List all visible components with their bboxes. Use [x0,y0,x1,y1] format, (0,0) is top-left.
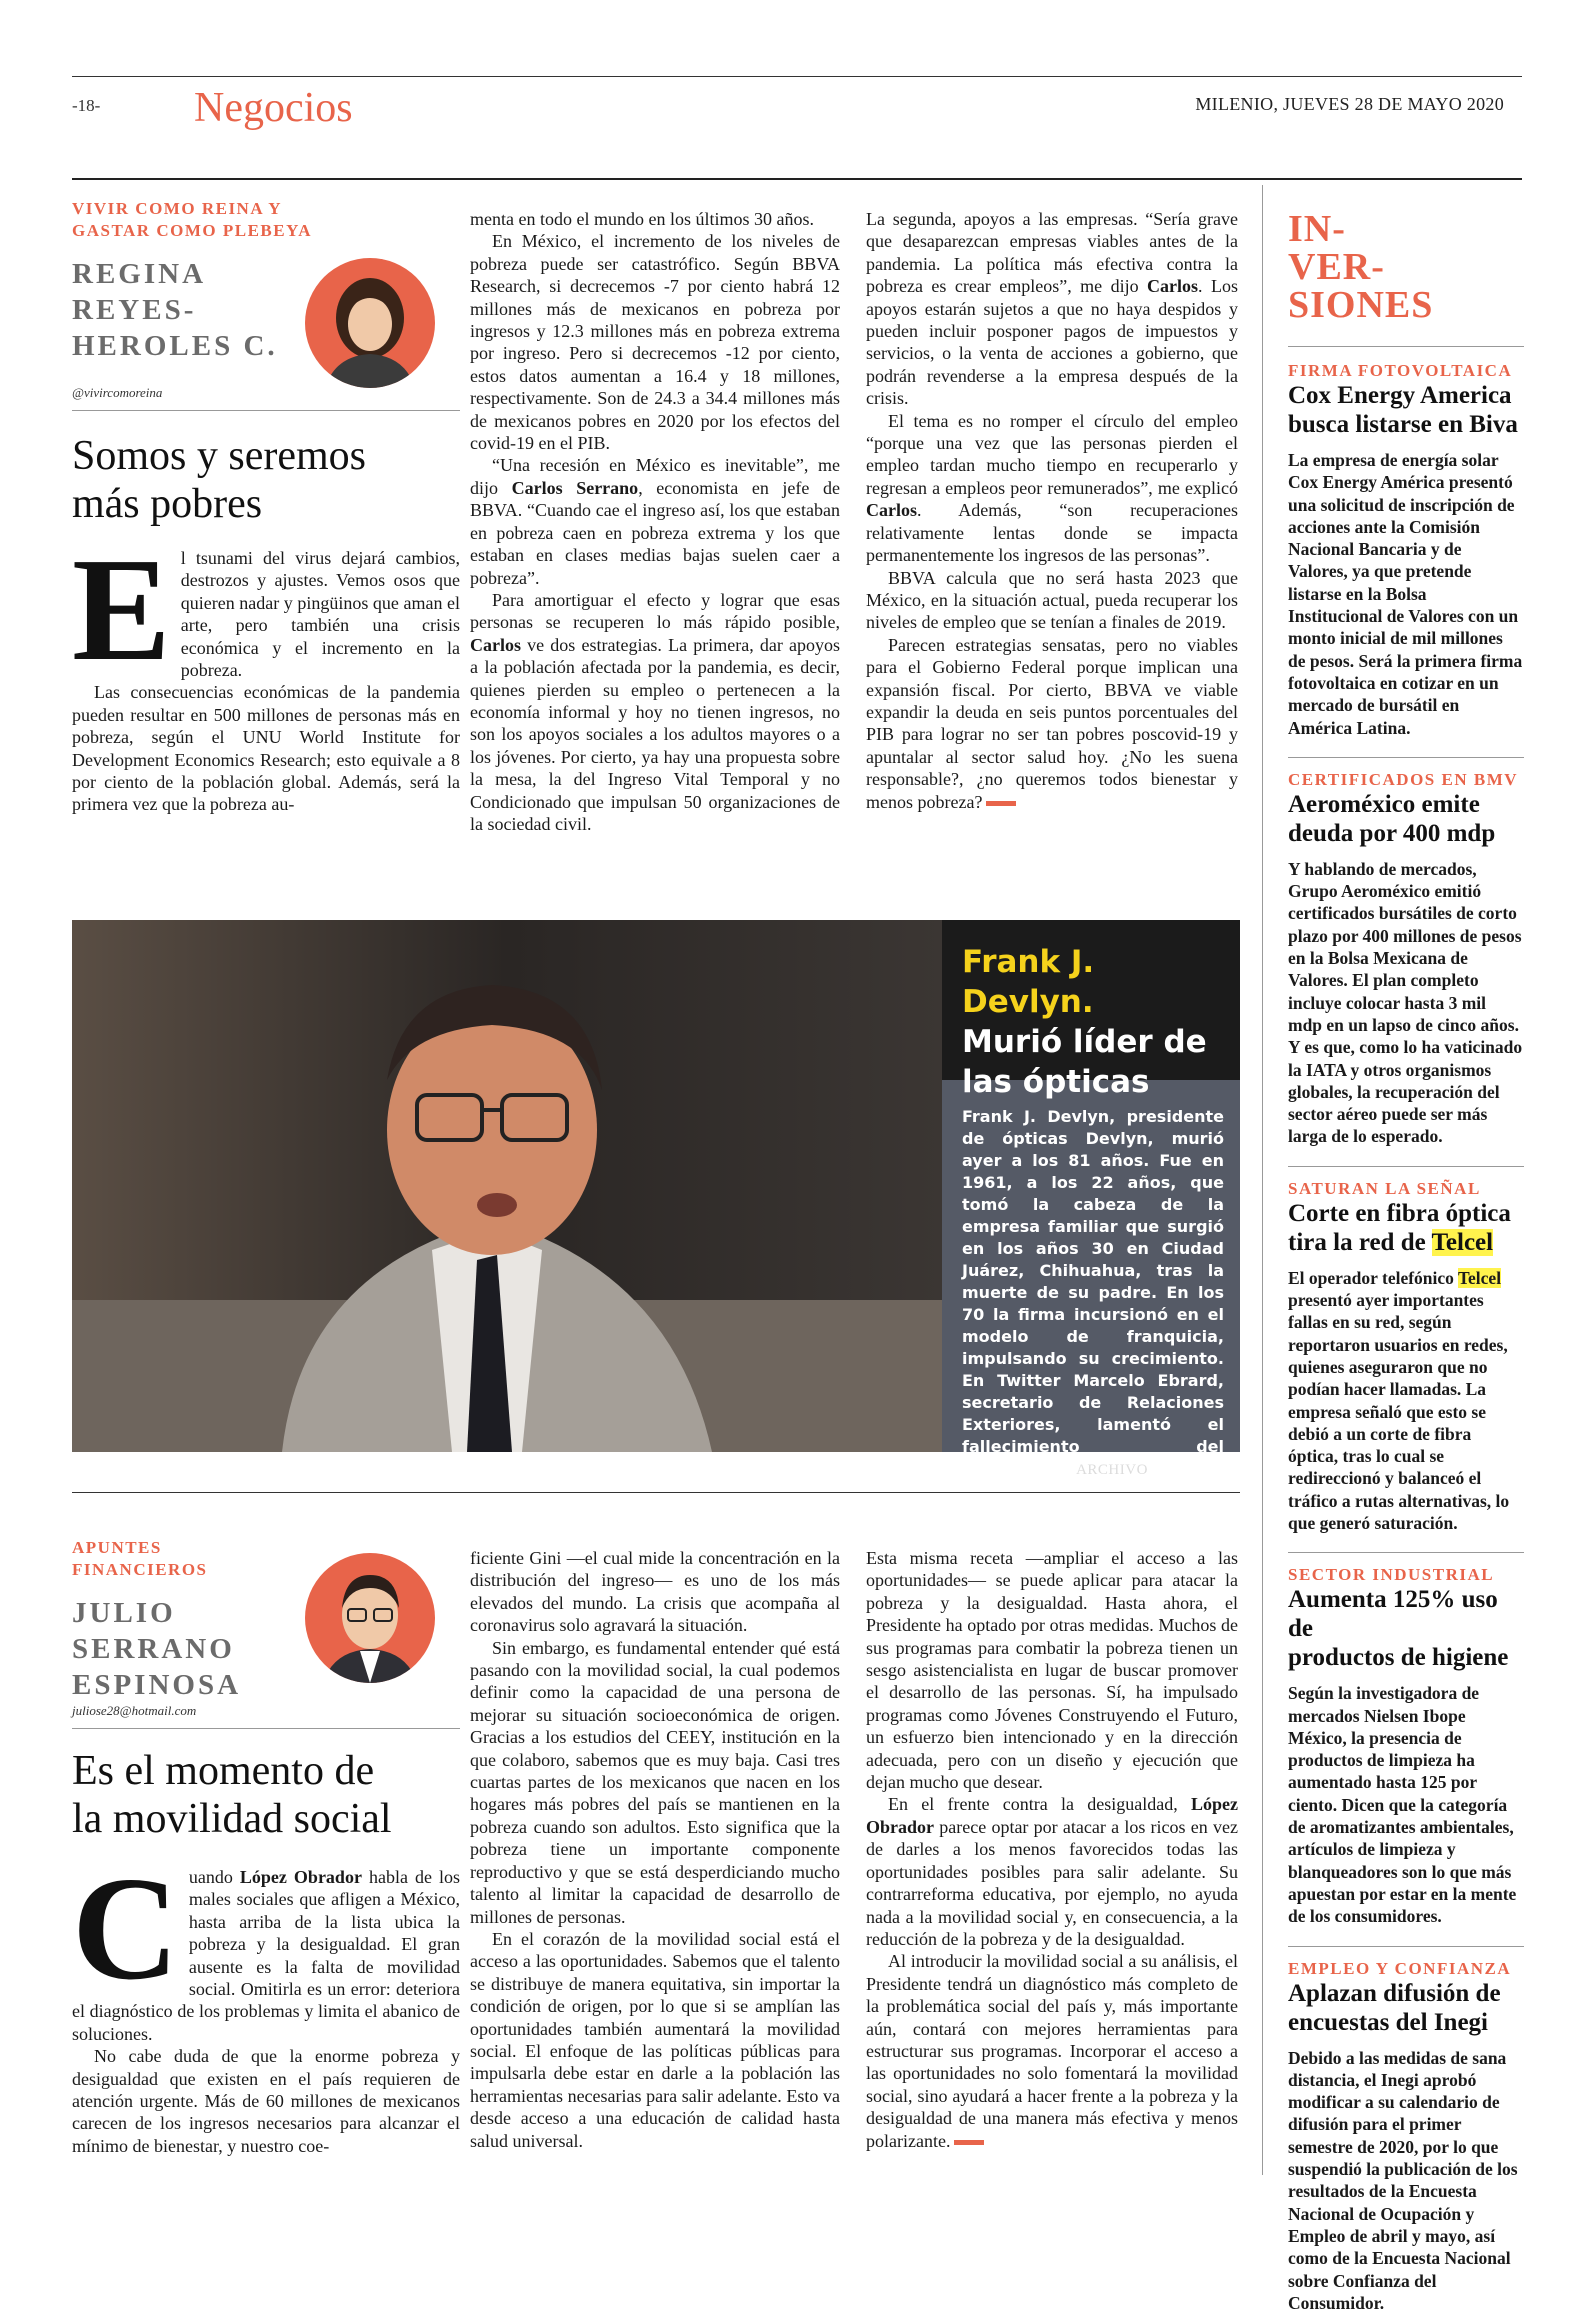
header-bottom-rule [72,178,1522,180]
article-body-col2: ficiente Gini —el cual mide la concentración en la distribución del ingreso— es uno de los más elevados del mundo. La crisis que acompaña al coronavirus solo agravará la situación. Sin embargo, es fundamental entender qué está pasando con la movilidad social, la cual podemos definir como la capacidad de una persona de mejorar su situación socioeconómica de origen. Gracias a los estudios del CEEY, institución en la que colaboro, sabemos que es muy baja. Casi tres cuartas partes de los mexicanos que nacen en los hogares más pobres del país se mantienen en la pobreza cuando son adultos. Esto significa que la pobreza tiene un importante componente reproductivo y que se está desperdiciando mucho talento al limitar la capacidad de desarrollo de millones de personas. En el corazón de la movilidad social está el acceso a las oportunidades. Sabemos que el talento se distribuye de manera equitativa, sin importar la condición de origen, por lo que si se amplían las oportunidades también aumentará la movilidad social. El enfoque de las políticas públicas para impulsarla debe estar en darle a la población las herramientas necesarias para salir adelante. Esto va desde acceso a una educación de calidad hasta salud universal. [470,1548,840,2151]
columnist-name: JULIO SERRANO ESPINOSA [72,1597,242,1701]
photo-frank-devlyn [72,920,942,1452]
page-number: -18- [72,96,101,115]
article-body-col2: menta en todo el mundo en los últimos 30 años. En México, el incremento de los niveles de pobreza puede ser catastrófico. Según BBVA Research, si decrecemos -7 por ciento habrá 12 millones más de mexicanos en pobreza por ingresos y 12.3 millones más en pobreza extrema por ingreso. Pero si decrecemos -12 por ciento, estos datos aumentan a 16.4 y 18 millones, respectivamente. Son de 24.3 a 34.4 millones más de mexicanos pobres en 2020 por los efectos del covid-19 en el PIB. “Una recesión en México es inevitable”, me dijo Carlos Serrano, economista en jefe de BBVA. “Cuando cae el ingreso así, los que estaban en pobreza caen en pobreza extrema y los que estaban en clases medias bajas suelen caer a pobreza”. Para amortiguar el efecto y lograr que esas personas se recuperen lo más rápido posible, Carlos ve dos estrategias. La primera, dar apoyos a la población afectada por la pandemia, es decir, quienes pierden su empleo o pertenecen a la economía informal y hoy no tienen ingresos, no son los apoyos sociales a los adultos mayores o a los jóvenes. Por cierto, ya hay una propuesta sobre la mesa, la del Ingreso Vital Temporal y no Condicionado que impulsan 50 organizaciones de la sociedad civil. [470,209,840,834]
end-mark [986,801,1016,806]
sidebar-title: IN- VER- SIONES [1288,208,1434,326]
sidebar-item [1288,1552,1524,1927]
end-mark [954,2140,984,2145]
columnist-handle: @vivircomoreina [72,385,163,400]
photo-caption-title: Frank J. Devlyn. Murió líder de las ópticas [962,942,1232,1102]
drop-cap: C [72,1847,179,2011]
item-headline: Cox Energy America busca listarse en Biva [1288,382,1518,438]
divider [72,1728,460,1729]
item-body: Debido a las medidas de sana distancia, el Inegi aprobó modificar a su calendario de difusión para el primer semestre de 2020, por lo que suspendió la publicación de los resultados de la Encuesta Nacional de Ocupación y Empleo de abril y mayo, así como de la Encuesta Nacional sobre Confianza del Consumidor. [1288,2047,1518,2313]
photo-caption-text: Frank J. Devlyn, presidente de ópticas Devlyn, murió ayer a los 81 años. Fue en 1961, a los 22 años, que tomó la cabeza de la empresa familiar que surgió en los años 30 en Ciudad Juárez, Chihuahua, tras la muerte de su padre. En los 70 la firma incursionó en el modelo de franquicia, impulsando su crecimiento. En Twitter Marcelo Ebrard, secretario de Relaciones Exteriores, lamentó el fallecimiento del empresario. ARCHIVO [962,1107,1224,1478]
item-body: El operador telefónico Telcel presentó ayer importantes fallas en su red, según reportaron usuarios en redes, quienes aseguraron que no podían hacer llamadas. La empresa señaló que esto se debió a un corte de fibra óptica, tras lo cual se redireccionó y balanceó el tráfico a rutas alternativas, lo que generó saturación. [1288,1267,1510,1533]
item-kicker: SATURAN LA SEÑAL [1288,1178,1481,1198]
columnist-handle: juliose28@hotmail.com [72,1703,197,1718]
columnist-name: REGINA REYES- HEROLES C. [72,258,278,362]
item-body: La empresa de energía solar Cox Energy América presentó una solicitud de inscripción de acciones ante la Comisión Nacional Bancaria y de Valores, ya que pretende listarse en la Bolsa Institucional de Valores con un monto inicial de mil millones de pesos. Será la primera firma fotovoltaica en cotizar en un mercado de bursátil en América Latina. [1288,450,1523,738]
article-headline: Somos y seremos más pobres [72,433,366,527]
article-headline: Es el momento de la movilidad social [72,1748,392,1842]
columnist-avatar [305,1553,435,1683]
item-kicker: FIRMA FOTOVOLTAICA [1288,361,1513,380]
sidebar-item [1288,346,1524,739]
article-body-col1: Cuando López Obrador habla de los males sociales que afligen a México, hasta arriba de la lista ubica la pobreza y la desigualdad. El gran ausente es la falta de movilidad social. Omitirla es un error: deteriora el diagnóstico de los problemas y limita el abanico de soluciones. No cabe duda de que la enorme pobreza y desigualdad que existen en el país requieren de atención urgente. Más de 60 millones de mexicanos carecen de los ingresos necesarios para alcanzar el mínimo de bienestar, y nuestro coe- [72,1847,460,2156]
item-body: Y hablando de mercados, Grupo Aeroméxico emitió certificados bursátiles de corto plazo por 400 millones de pesos en la Bolsa Mexicana de Valores. El plan completo incluye colocar hasta 3 mil mdp en un lapso de cinco años. Y es que, como lo ha vaticinado la IATA y otros organismos globales, la recuperación del sector aéreo puede ser más larga de lo esperado. [1288,858,1523,1147]
sidebar-item [1288,1946,1524,2314]
item-kicker: EMPLEO Y CONFIANZA [1288,1958,1512,1978]
header-top-rule [72,76,1522,77]
item-headline: Aeroméxico emite deuda por 400 mdp [1288,790,1496,847]
divider [72,410,460,411]
dateline: MILENIO, JUEVES 28 DE MAYO 2020 [1195,94,1504,114]
sidebar [1288,210,1524,2314]
article-body-col1: El tsunami del virus dejará cambios, destrozos y ajustes. Vemos osos que quieren nadar y pingüinos que aman el arte, pero también una crisis económica y el incremento en la pobreza. Las consecuencias económicas de la pandemia pueden resultar en 500 millones de personas más en pobreza, según el UNU World Institute for Development Economics Research; esto equivale a 8 por ciento de la población global. Además, será la primera vez que la pobreza au- [72,528,460,815]
article-body-col3: Esta misma receta —ampliar el acceso a las oportunidades— se puede aplicar para atacar la pobreza y la desigualdad. Hasta ahora, el Presidente ha optado por otras medidas. Muchos de sus programas para combatir la pobreza tienen un sesgo asistencialista en lugar de buscar promover el desarrollo de las personas. Sí, ha impulsado programas como Jóvenes Construyendo el Futuro, un esfuerzo bien intencionado y en la dirección adecuada, pero con un diseño y ejecución que dejan mucho que desear. En el frente contra la desigualdad, López Obrador parece optar por atacar a los ricos en vez de darles a los menos favorecidos todas las oportunidades posibles para salir adelante. Su contrarreforma educativa, por ejemplo, no ayuda nada a la movilidad social y, en consecuencia, a la reducción de la pobreza y de la desigualdad. Al introducir la movilidad social a su análisis, el Presidente tendrá un diagnóstico más completo de la problemática social del país y, más importante aún, contará con mejores herramientas para estructurar sus programas. Incorporar el acceso a las oportunidades no solo fomentará la movilidad social, sino ayudará a hacer frente a la pobreza y la desigualdad de una manera más efectiva y menos polarizante. [866,1548,1238,2151]
drop-cap: E [72,528,171,692]
item-headline: Aumenta 125% uso de productos de higiene [1288,1586,1509,1672]
column-kicker: VIVIR COMO REINA Y GASTAR COMO PLEBEYA [72,199,313,240]
sidebar-divider [1262,185,1263,2175]
sidebar-item [1288,757,1524,1148]
item-headline: Aplazan difusión de encuestas del Inegi [1288,1979,1501,2036]
item-kicker: CERTIFICADOS EN BMV [1288,769,1519,789]
item-headline: Corte en fibra óptica tira la red de Telcel [1288,1199,1511,1256]
section-divider [72,1492,1240,1493]
item-body: Según la investigadora de mercados Nielsen Ibope México, la presencia de productos de limpieza ha aumentado hasta 125 por ciento. Dicen que la categoría de aromatizantes ambientales, artículos de limpieza y blanqueadores son lo que más apuestan por estar en la mente de los consumidores. [1288,1683,1517,1927]
columnist-avatar [305,258,435,388]
sidebar-item [1288,1166,1524,1535]
section-title: Negocios [194,85,353,131]
article-body-col3: La segunda, apoyos a las empresas. “Sería grave que desaparezcan empresas viables antes de la pandemia. La política más efectiva contra la pobreza es crear empleos”, me dijo Carlos. Los apoyos estarán sujetos a que no haya despidos y pueden incluir posponer pagos de impuestos y servicios, o la venta de acciones a gobierno, que podrán revenderse a la empresa después de la crisis. El tema es no romper el círculo del empleo “porque una vez que las personas pierden el empleo tardan mucho tiempo en recuperarlo y regresan a empleos peor remunerados”, me explicó Carlos. Además, “son recuperaciones relativamente lentas donde se impacta permanentemente los ingresos de las personas”. BBVA calcula que no será hasta 2023 que México, en la situación actual, pueda recuperar los niveles de empleo que se tenían a finales de 2019. Parecen estrategias sensatas, pero no viables para el Gobierno Federal porque implican una expansión fiscal. Por cierto, BBVA ve viable expandir la deuda en seis puntos porcentuales del PIB para lograr no ser tan pobres poscovid-19 y apuntalar al sector salud hoy. ¿No les suena responsable?, ¿no queremos todos bienestar y menos pobreza? [866,209,1238,812]
photo-credit: ARCHIVO [1076,1462,1148,1478]
caption-name: Frank J. Devlyn. [962,944,1095,1020]
column-kicker: APUNTES FINANCIEROS [72,1538,208,1579]
item-kicker: SECTOR INDUSTRIAL [1288,1565,1495,1585]
